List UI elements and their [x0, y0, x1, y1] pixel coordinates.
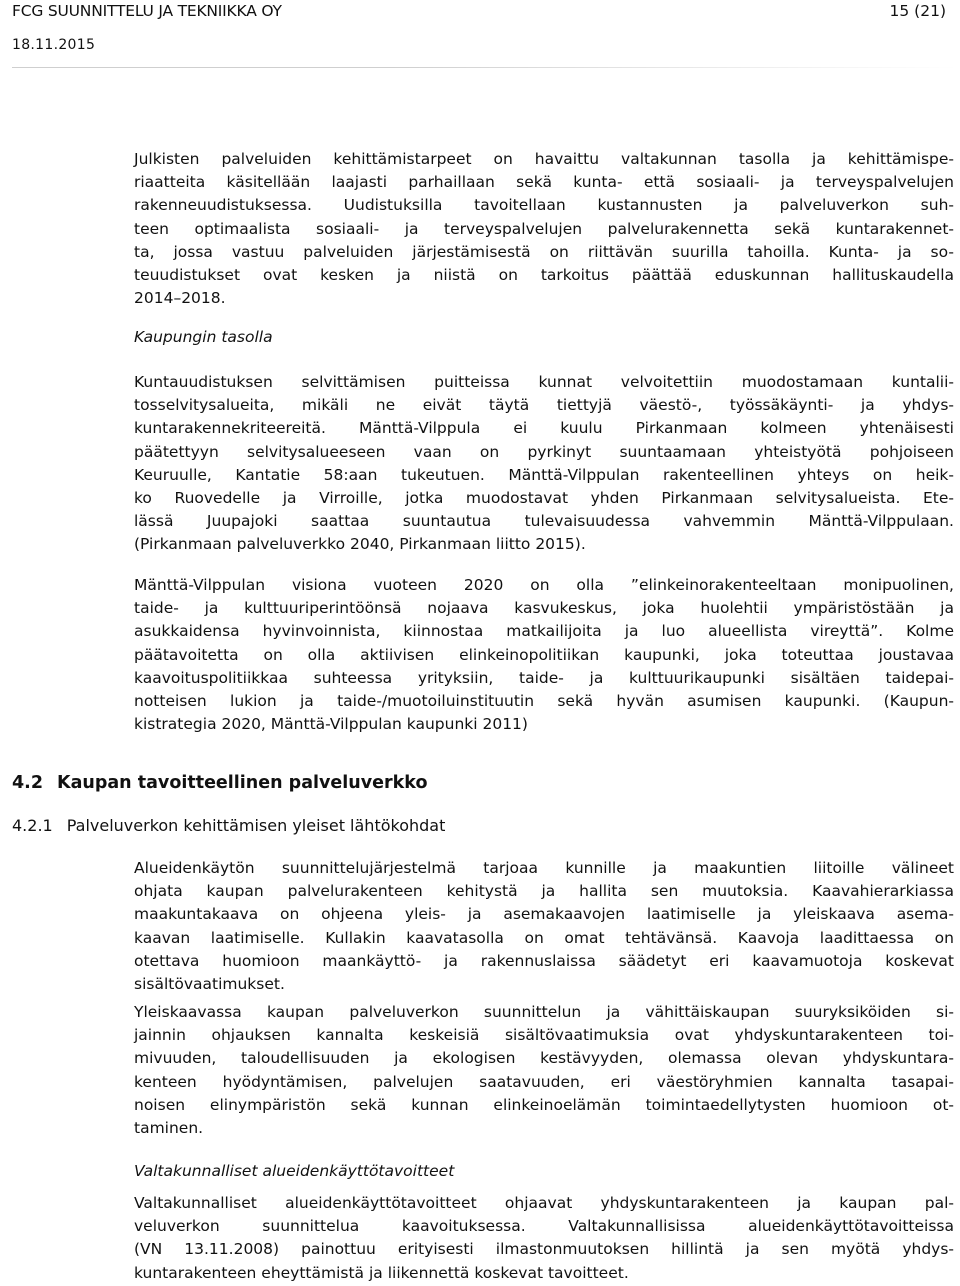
subsection-number: 4.2.1 — [12, 816, 53, 835]
subheading-city-level: Kaupungin tasolla — [134, 328, 273, 346]
text-line: taide- ja kulttuuriperintöönsä nojaava kasvukeskus, joka huolehtii ympäristöstään ja — [134, 599, 954, 618]
text-line: ko Ruovedelle ja Virroille, jotka muodostavat yhden Pirkanmaan selvitysalueista. Ete- — [134, 489, 954, 508]
text-line: (VN 13.11.2008) painottuu erityisesti ilmastonmuutoksen hillintä ja sen myötä yhdys- — [134, 1240, 954, 1259]
text-line: lässä Juupajoki saattaa suuntautua tulevaisuudessa vahvemmin Mänttä-Vilppulaan. — [134, 512, 954, 531]
section-title: Kaupan tavoitteellinen palveluverkko — [57, 773, 428, 793]
text-line: kaavoituspolitiikkaa suhteessa yrityksiin, taide- ja kulttuurikaupunki sisältäen taidepai- — [134, 668, 954, 687]
section-heading-4-2-1 — [12, 816, 445, 835]
text-line: otettava huomioon maankäyttö- ja rakennuslaissa säädetyt eri kaavamuotoja koskevat — [134, 951, 954, 970]
text-line: Alueidenkäytön suunnittelujärjestelmä tarjoaa kunnille ja maakuntien liitoille välineet — [134, 859, 954, 877]
text-line: Keuruulle, Kantatie 58:aan tukeutuen. Mänttä-Vilppulan rakenteellinen yhteys on heik- — [134, 465, 954, 484]
text-line: maakuntakaava on ohjeena yleis- ja asemakaavojen laatimiselle ja yleiskaava asema- — [134, 905, 954, 924]
text-line: taminen. — [134, 1119, 204, 1138]
text-line: kuntarakenteen eheyttämistä ja liikennettä koskevat tavoitteet. — [134, 1263, 629, 1282]
text-line: sisältövaatimukset. — [134, 975, 285, 994]
text-line: ta, jossa vastuu palveluiden järjestämisestä on riittävän suurilla tahoilla. Kunta- ja so- — [134, 242, 954, 261]
text-line: asukkaidensa hyvinvoinnista, kiinnostaa matkailijoita ja luo alueellista vireyttä”. Kolme — [134, 622, 954, 641]
text-line: noisen elinympäristön sekä kunnan elinkeinoelämän toimintaedellytysten huomioon ot- — [134, 1095, 954, 1114]
paragraph-land-use-planning — [134, 857, 954, 996]
text-line: Yleiskaavassa kaupan palveluverkon suunnittelun ja vähittäiskaupan suuryksiköiden si- — [134, 1003, 954, 1021]
text-line: päätavoitetta on olla aktiivisen elinkeinopolitiikan kaupunki, joka toteuttaa joustavaa — [134, 645, 954, 664]
text-line: teuudistukset ovat kesken ja niistä on tarkoitus päättää eduskunnan hallituskaudella — [134, 266, 954, 285]
text-line: Julkisten palveluiden kehittämistarpeet on havaittu valtakunnan tasolla ja kehittämispe- — [134, 150, 954, 168]
page-header — [0, 0, 960, 70]
text-line: teen optimaalista sosiaali- ja terveyspalvelujen palvelurakennetta sekä kuntarakennet- — [134, 219, 954, 238]
paragraph-master-plan — [134, 1001, 954, 1140]
text-line: mivuuden, taloudellisuuden ja ekologisen kestävyyden, olemassa olevan yhdyskuntara- — [134, 1049, 954, 1068]
company-name: FCG SUUNNITTELU JA TEKNIIKKA OY — [12, 2, 282, 20]
text-line: Mänttä-Vilppulan visiona vuoteen 2020 on olla ”elinkeinorakenteeltaan monipuolinen, — [134, 576, 954, 594]
text-line: kaavan laatimiselle. Kullakin kaavatasolla on omat tehtävänsä. Kaavoja laadittaessa on — [134, 928, 954, 947]
text-line: Valtakunnalliset alueidenkäyttötavoitteet ohjaavat yhdyskuntarakenteen ja kaupan pal- — [134, 1194, 954, 1212]
text-line: kuntarakennekriteereitä. Mänttä-Vilppula ei kuulu Pirkanmaan kolmeen yhtenäisesti — [134, 419, 954, 438]
paragraph-city-vision — [134, 574, 954, 736]
text-line: notteisen lukion ja taide-/muotoiluinstituutin sekä hyvän asumisen kaupunki. (Kaupun- — [134, 692, 954, 711]
text-line: jainnin ohjauksen kannalta keskeisiä sisältövaatimuksia ovat yhdyskuntarakenteen toi- — [134, 1026, 954, 1045]
text-line: (Pirkanmaan palveluverkko 2040, Pirkanmaan liitto 2015). — [134, 535, 586, 554]
text-line: päätettyyn selvitysalueeseen vaan on pyrkinyt suuntaamaan yhteistyötä pohjoiseen — [134, 442, 954, 461]
section-number: 4.2 — [12, 773, 44, 793]
text-line: riaatteita käsitellään laajasti parhaillaan sekä kunta- että sosiaali- ja terveyspalvelujen — [134, 173, 954, 192]
page-number: 15 (21) — [889, 2, 946, 20]
text-line: ohjata kaupan palvelurakenteen kehitystä ja hallita sen muutoksia. Kaavahierarkiassa — [134, 882, 954, 901]
document-date: 18.11.2015 — [12, 37, 96, 53]
text-line: Kuntauudistuksen selvittämisen puitteissa kunnat velvoitettiin muodostamaan kuntalii- — [134, 373, 954, 391]
text-line: veluverkon suunnittelua kaavoituksessa. Valtakunnallisissa alueidenkäyttötavoitteissa — [134, 1217, 954, 1236]
paragraph-national-goals — [134, 1192, 954, 1285]
text-line: kenteen hyödyntämisen, palvelujen saatavuuden, eri väestöryhmien kannalta tasapai- — [134, 1072, 954, 1091]
text-line: tosselvitysalueita, mikäli ne eivät täytä tiettyjä väestö-, työssäkäynti- ja yhdys- — [134, 396, 954, 415]
subheading-national-goals: Valtakunnalliset alueidenkäyttötavoitteet — [134, 1162, 455, 1180]
text-line: kistrategia 2020, Mänttä-Vilppulan kaupunki 2011) — [134, 715, 528, 734]
subsection-title: Palveluverkon kehittämisen yleiset lähtökohdat — [66, 816, 446, 835]
section-heading-4-2 — [12, 773, 427, 793]
text-line: 2014–2018. — [134, 289, 226, 308]
header-divider — [12, 67, 958, 68]
paragraph-municipal-reform — [134, 371, 954, 557]
text-line: rakenneuudistuksessa. Uudistuksilla tavoitellaan kustannusten ja palveluverkon suh- — [134, 196, 954, 215]
paragraph-public-services — [134, 148, 954, 310]
